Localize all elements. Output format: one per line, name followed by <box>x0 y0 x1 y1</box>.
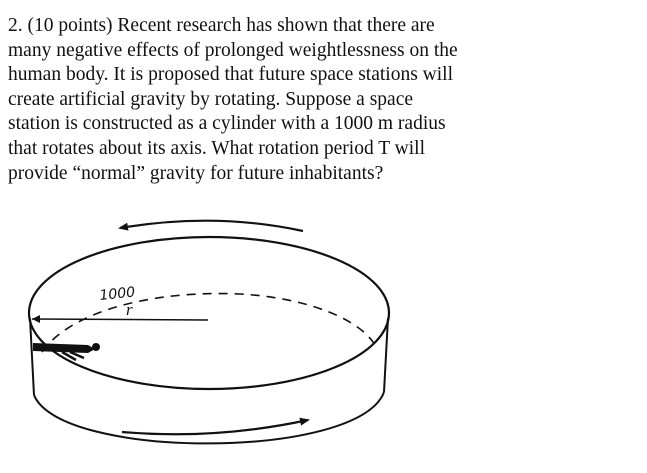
dashed-orbit-path <box>42 294 375 352</box>
handwritten-radius-note: 1000 <box>98 284 136 304</box>
problem-statement <box>8 14 638 186</box>
cylinder-top-ellipse <box>29 237 389 389</box>
problem-line: provide “normal” gravity for future inhabitants? <box>8 162 384 184</box>
problem-line: that rotates about its axis. What rotation period T will <box>8 137 426 159</box>
radius-label: r <box>126 300 133 319</box>
problem-line: 2. (10 points) Recent research has shown that there are <box>8 15 435 36</box>
space-station-figure <box>0 205 647 473</box>
radius-line <box>32 319 208 320</box>
problem-line: station is constructed as a cylinder with a 1000 m radius <box>8 113 446 135</box>
cylinder-bottom-rim <box>34 392 384 443</box>
problem-line: create artificial gravity by rotating. Suppose a space <box>8 88 414 110</box>
rotation-arrow-bottom <box>122 420 308 434</box>
problem-line: human body. It is proposed that future space stations will <box>8 64 453 86</box>
rotation-arrow-top <box>120 221 303 231</box>
radius-arrow <box>32 315 40 323</box>
problem-line: many negative effects of prolonged weightlessness on the <box>8 39 458 61</box>
